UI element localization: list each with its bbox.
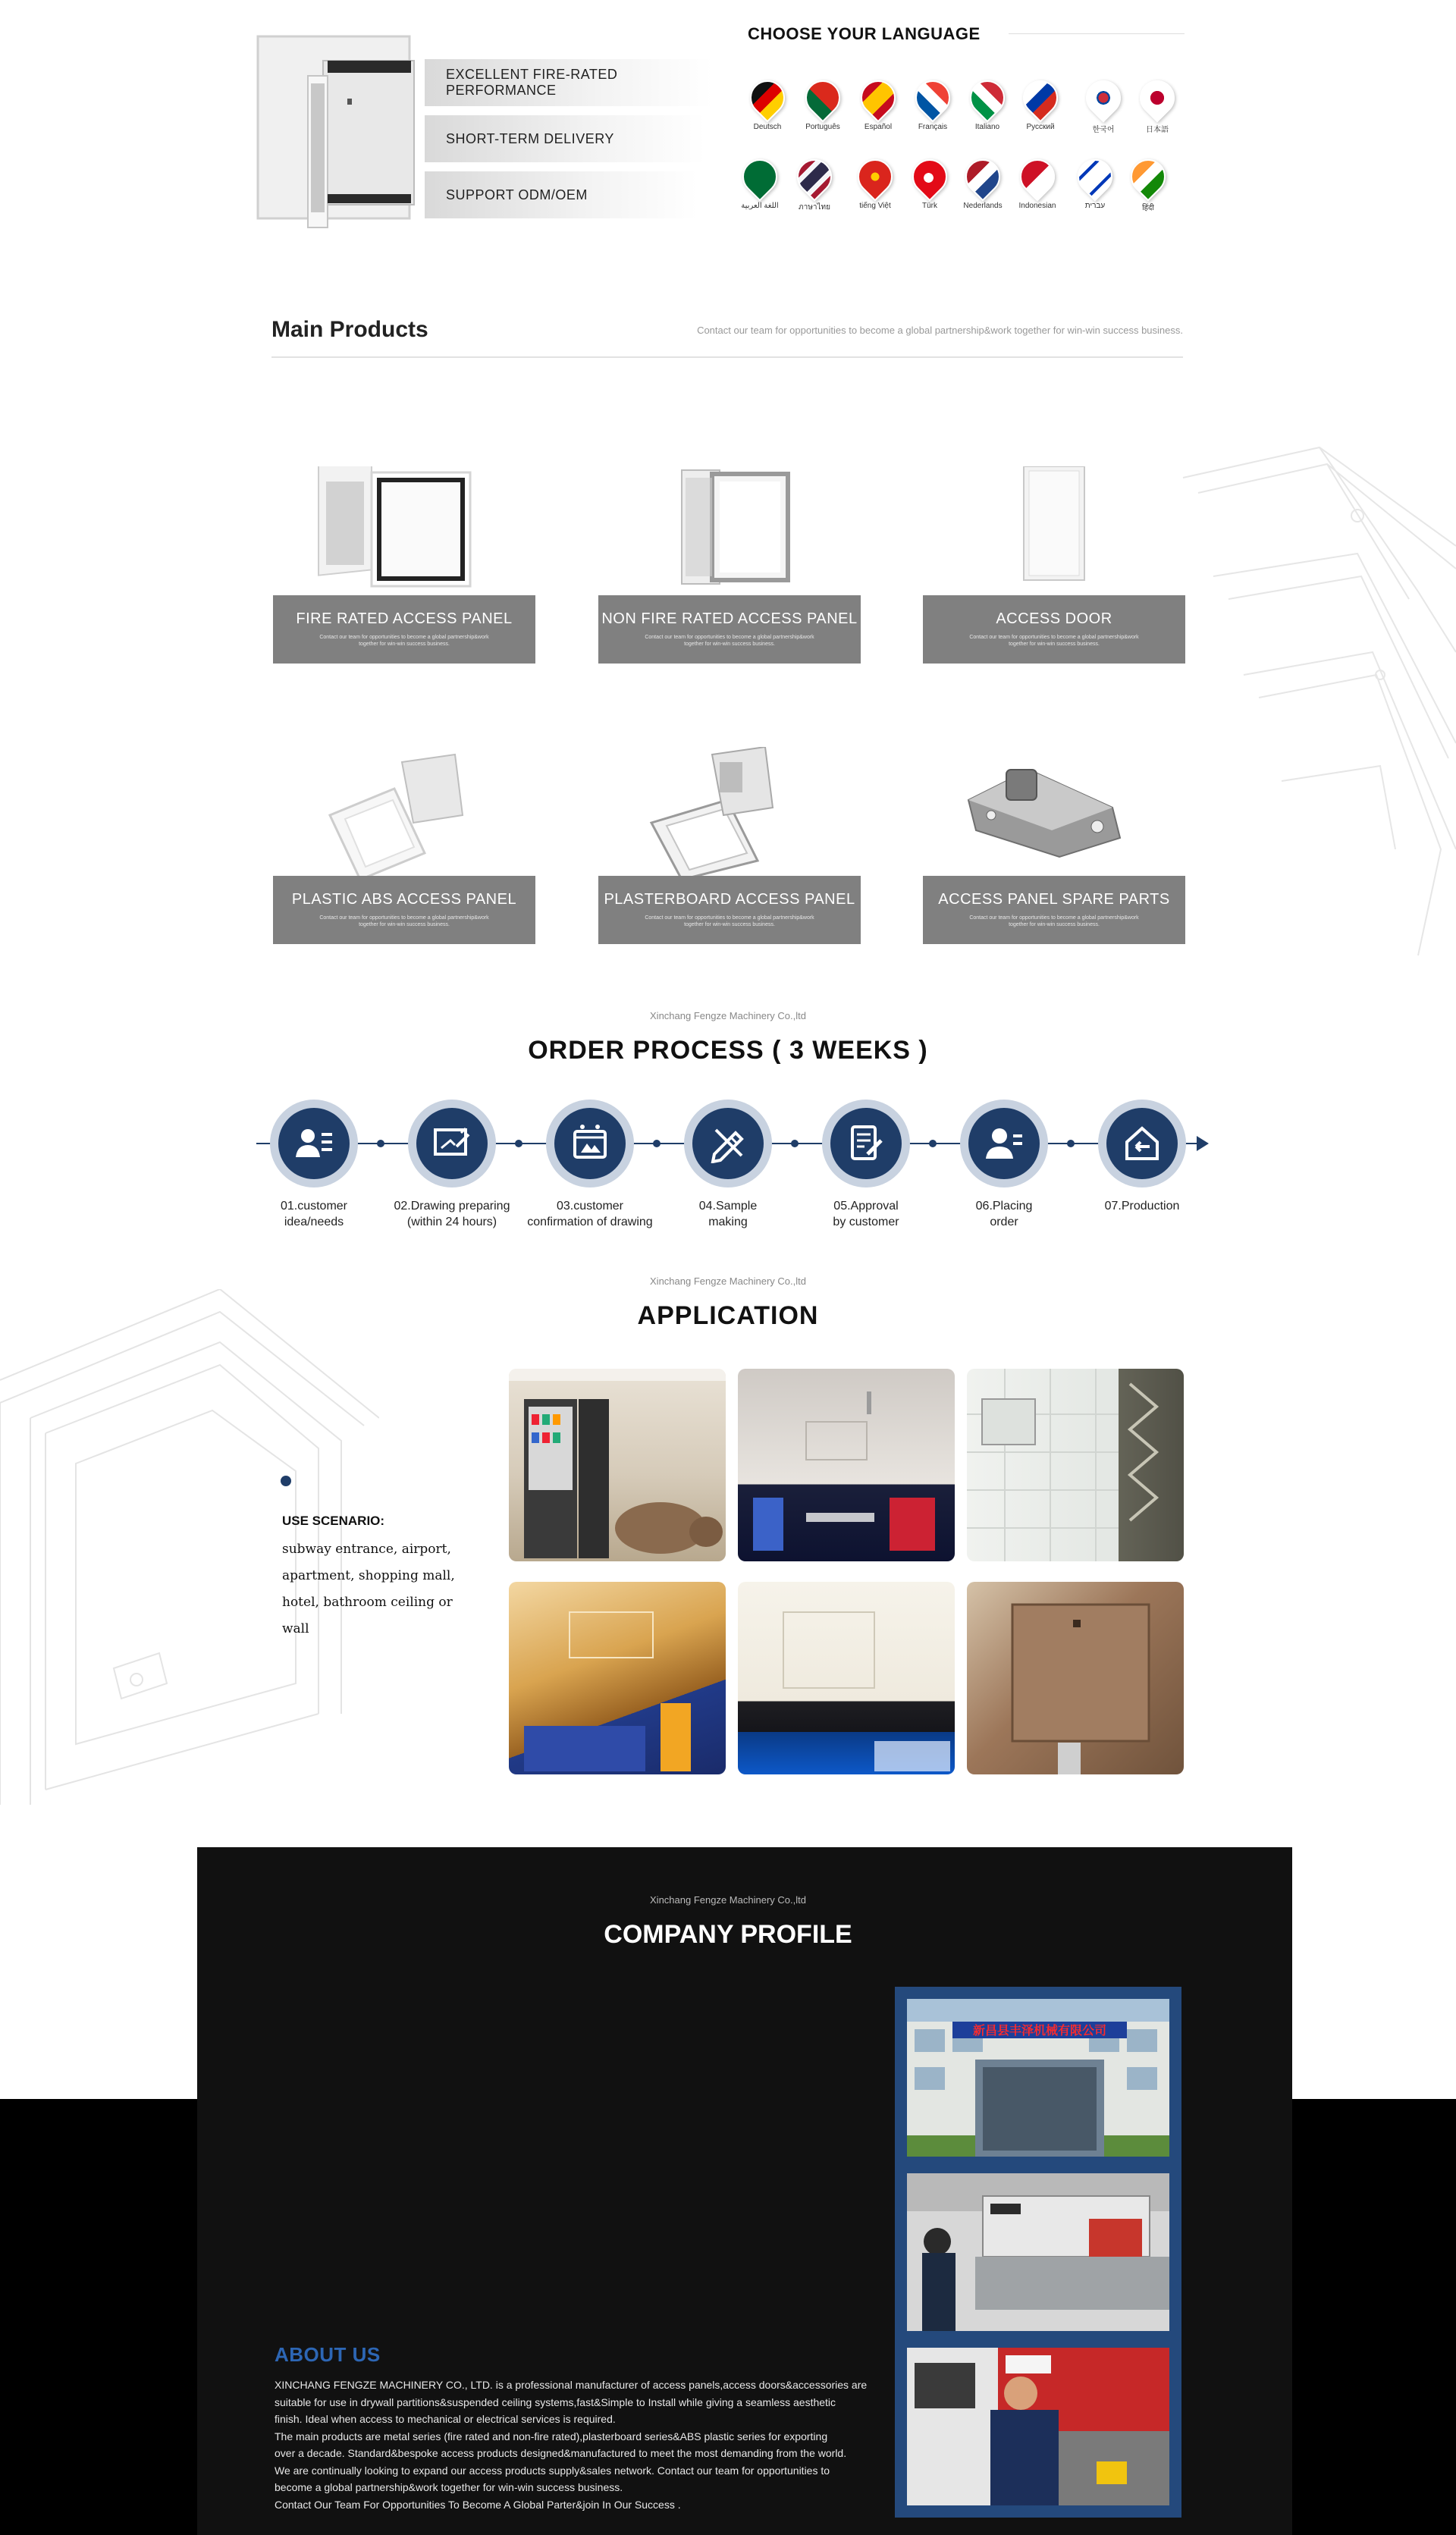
use-scenario-title: USE SCENARIO: [282,1514,385,1528]
process-step-4 [660,1100,796,1230]
pencil-ruler-icon [708,1124,748,1163]
fire-rated-panel-image [273,466,535,595]
product-card-plastic-abs[interactable] [273,747,535,927]
language-portugues[interactable]: Português [800,80,846,131]
feature-label: EXCELLENT FIRE-RATED PERFORMANCE [446,67,618,98]
process-step-3 [522,1100,658,1230]
about-us-text [275,2377,874,2513]
drawing-board-icon [432,1124,472,1163]
language-espanol[interactable]: Español [855,80,901,131]
application-company-name: Xinchang Fengze Machinery Co.,ltd [650,1275,806,1287]
netherlands-flag-icon [958,152,1007,201]
process-step-label: 01.customer [280,1200,348,1213]
process-step-6 [936,1100,1072,1230]
main-products-subtitle: Contact our team for opportunities to become a global partnership&work together for win-win success business. [697,325,1183,336]
language-russian[interactable]: Русский [1018,80,1063,131]
india-flag-icon [1123,152,1172,201]
product-name: ACCESS DOOR [996,610,1112,627]
scenario-bullet-icon [281,1476,291,1486]
company-profile-title: COMPANY PROFILE [604,1920,852,1949]
language-thai[interactable]: ภาษาไทย [792,159,837,213]
document-approval-icon [846,1124,886,1163]
application-photo-tiled-wall [967,1369,1184,1561]
product-description: Contact our team for opportunities to become a global partnership&work together for win-win success business. [319,635,489,647]
language-nederlands[interactable]: Nederlands [960,159,1006,210]
language-hindi[interactable]: हिंदी [1125,159,1171,212]
factory-return-icon [1122,1124,1162,1163]
process-step-2 [384,1100,520,1230]
process-step-7 [1074,1100,1210,1214]
product-name: PLASTIC ABS ACCESS PANEL [291,891,517,908]
saudi-arabia-flag-icon [735,152,784,201]
france-flag-icon [908,73,957,122]
language-francais[interactable]: Français [910,80,956,131]
process-step-1 [246,1100,382,1230]
application-photo-bronze-panel [967,1582,1184,1774]
about-us-line: suitable for use in drywall partitions&suspended ceiling systems,fast&Simple to Install while giving a seamless aesthetic [275,2395,836,2408]
application-photo-mall-ceiling [509,1582,726,1774]
language-hebrew[interactable]: עברית [1072,159,1118,210]
plastic-abs-panel-image [273,747,535,876]
feature-label: SUPPORT ODM/OEM [446,187,588,202]
language-title-divider [1009,33,1185,34]
process-step-label: 05.Approval [833,1200,899,1213]
language-indonesian[interactable]: Indonesian [1015,159,1060,210]
about-us-line: Contact Our Team For Opportunities To Become A Global Parter&join In Our Success . [275,2498,681,2511]
product-description: Contact our team for opportunities to become a global partnership&work together for win-win success business. [645,635,814,647]
background-sketch-right [1168,425,1456,1001]
main-products-title: Main Products [271,317,428,342]
process-step-sublabel: confirmation of drawing [527,1216,653,1228]
hero-section [0,0,1456,258]
use-scenario-line: apartment, shopping mall, [282,1568,455,1583]
product-description: Contact our team for opportunities to become a global partnership&work together for win-win success business. [969,635,1139,647]
product-bar [923,595,1185,664]
turkey-flag-icon [905,152,954,201]
non-fire-rated-panel-image [598,466,861,595]
process-step-label: 07.Production [1104,1200,1180,1213]
language-arabic[interactable]: اللغة العربية [737,159,783,210]
process-step-sublabel: by customer [833,1216,899,1228]
vietnam-flag-icon [850,152,899,201]
language-italiano[interactable]: Italiano [965,80,1010,131]
product-card-non-fire-rated[interactable] [598,466,861,647]
customer-list-icon [294,1124,334,1163]
application-photo-vending-lounge [509,1369,726,1561]
process-company-name: Xinchang Fengze Machinery Co.,ltd [650,1010,806,1021]
process-step-label: 06.Placing [975,1200,1033,1213]
product-name: NON FIRE RATED ACCESS PANEL [601,610,858,627]
language-deutsch[interactable]: Deutsch [745,80,790,131]
use-scenario-text [282,1536,479,1642]
about-us-line: finish. Ideal when access to mechanical or electrical services is required. [275,2413,616,2425]
person-order-icon [984,1124,1024,1163]
product-description: Contact our team for opportunities to become a global partnership&work together for win-win success business. [319,915,489,927]
product-card-plasterboard[interactable] [598,747,861,927]
feature-label: SHORT-TERM DELIVERY [446,130,614,146]
application-title: APPLICATION [637,1301,819,1330]
russia-flag-icon [1015,73,1065,122]
about-us-line: XINCHANG FENGZE MACHINERY CO., LTD. is a professional manufacturer of access panels,access doors&accessories are [275,2379,868,2391]
product-bar [598,595,861,664]
product-name: FIRE RATED ACCESS PANEL [296,610,513,627]
product-bar [598,876,861,944]
process-step-sublabel: making [708,1216,748,1228]
process-step-5 [798,1100,934,1230]
thailand-flag-icon [789,152,839,201]
factory-building-photo [907,1999,1169,2157]
press-brake-worker-photo [907,2348,1169,2505]
japan-flag-icon [1132,73,1181,122]
about-us-line: We are continually looking to expand our access products supply&sales network. Contact our team for opportunities to [275,2464,830,2477]
portugal-flag-icon [798,73,847,122]
language-vietnamese[interactable]: tiếng Việt [852,159,898,210]
application-photo-subway-ceiling [738,1369,955,1561]
order-process-title: ORDER PROCESS ( 3 WEEKS ) [528,1036,928,1065]
use-scenario-line: hotel, bathroom ceiling or wall [282,1595,453,1636]
product-bar [923,876,1185,944]
israel-flag-icon [1070,152,1119,201]
main-products-divider [271,356,1183,358]
product-name: ACCESS PANEL SPARE PARTS [938,891,1170,908]
feature-support-odm-oem [425,171,698,218]
korea-flag-icon [1078,73,1128,122]
about-us-line: over a decade. Standard&bespoke access products designed&manufactured to meet the most demanding from the world. [275,2447,847,2459]
germany-flag-icon [742,73,792,122]
factory-sign-text: 新昌县丰泽机械有限公司 [972,2023,1107,2038]
about-us-line: become a global partnership&work together for win-win success business. [275,2481,623,2493]
product-card-spare-parts[interactable] [923,747,1185,927]
product-card-access-door[interactable] [923,466,1185,647]
product-bar [273,876,535,944]
language-title: CHOOSE YOUR LANGUAGE [748,24,981,43]
process-step-label: 04.Sample [698,1200,758,1213]
application-photo-ceiling-panel [738,1582,955,1774]
product-card-fire-rated[interactable] [273,466,535,647]
product-name: PLASTERBOARD ACCESS PANEL [604,891,855,908]
language-japanese[interactable]: 日本語 [1134,80,1180,134]
product-description: Contact our team for opportunities to become a global partnership&work together for win-win success business. [645,915,814,927]
company-photos-frame [895,1987,1181,2518]
feature-excellent-fire-rated [425,59,713,106]
about-us-title: ABOUT US [275,2343,381,2366]
process-step-sublabel: idea/needs [284,1216,344,1228]
spain-flag-icon [853,73,902,122]
use-scenario-line: subway entrance, airport, [282,1542,451,1557]
about-us-line: The main products are metal series (fire rated and non-fire rated),plasterboard series&ABS plastic series for exporting [275,2430,828,2442]
process-step-sublabel: (within 24 hours) [406,1216,497,1228]
feature-short-term-delivery [425,115,705,162]
profile-company-name: Xinchang Fengze Machinery Co.,ltd [650,1894,806,1906]
process-step-sublabel: order [990,1216,1018,1228]
spare-parts-latch-image [923,747,1185,876]
access-panel-hero-image [255,30,432,237]
product-description: Contact our team for opportunities to become a global partnership&work together for win-win success business. [969,915,1139,927]
access-door-image [923,466,1185,595]
workshop-machinery-photo [907,2173,1169,2331]
product-bar [273,595,535,664]
language-turkish[interactable]: Türk [907,159,952,210]
process-step-label: 02.Drawing preparing [394,1200,510,1213]
indonesia-flag-icon [1012,152,1062,201]
plasterboard-panel-image [598,747,861,876]
process-step-label: 03.customer [556,1200,624,1213]
italy-flag-icon [962,73,1012,122]
drawing-confirm-icon [570,1124,610,1163]
language-korean[interactable]: 한국어 [1081,80,1126,134]
